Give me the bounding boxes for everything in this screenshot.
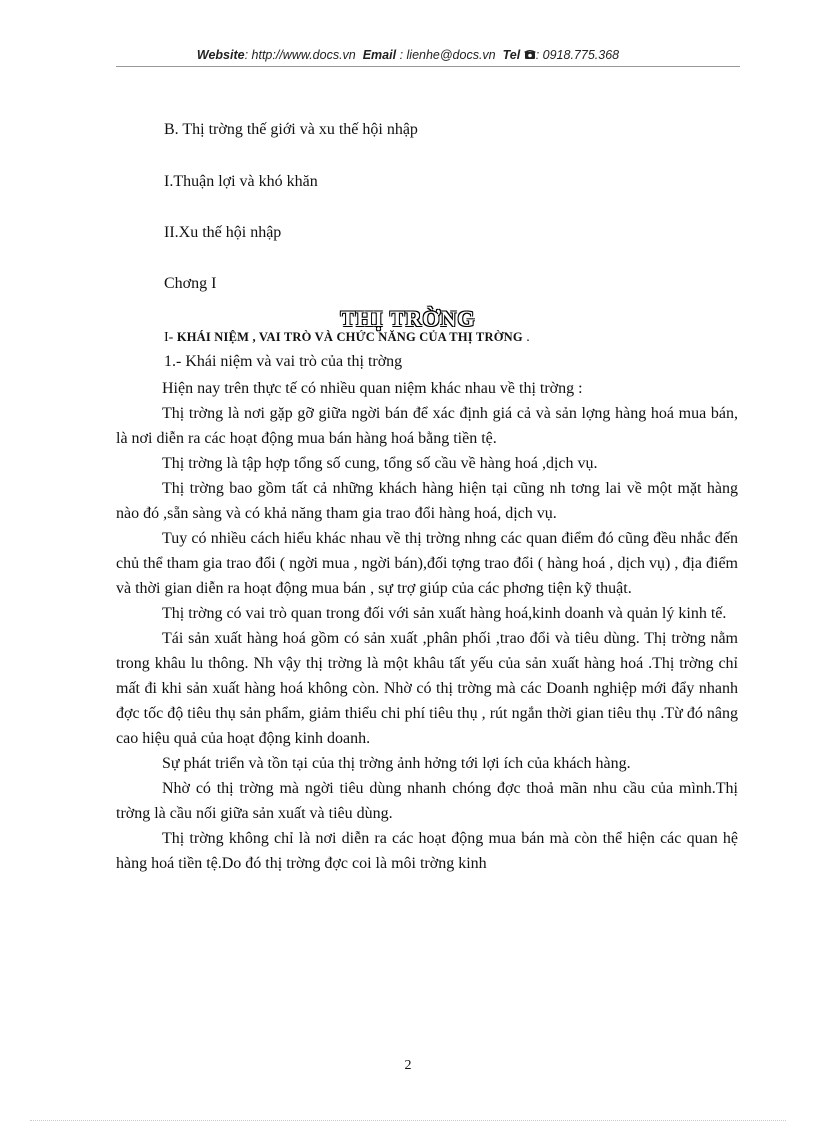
paragraph: Hiện nay trên thực tế có nhiều quan niệm khác nhau về thị trờng : <box>162 380 583 397</box>
email-label: Email <box>362 48 397 62</box>
website-label: Website <box>196 48 245 62</box>
page-header <box>0 48 816 62</box>
toc-item-2: II.Xu thế hội nhập <box>164 224 282 241</box>
paragraph: Sự phát triển và tồn tại của thị trờng ảnh hởng tới lợi ích của khách hàng. <box>162 755 631 772</box>
chapter-title: THỊ TRỜNG <box>340 306 476 331</box>
paragraph: Thị trờng là tập hợp tổng số cung, tổng số cầu về hàng hoá ,dịch vụ. <box>162 455 598 472</box>
section-heading <box>164 330 530 346</box>
paragraph: Nhờ có thị trờng mà ngời tiêu dùng nhanh chóng đợc thoả mãn nhu cầu của mình.Thị trờng là cầu nối giữa sản xuất và tiêu dùng. <box>116 780 738 822</box>
paragraph: Thị trờng có vai trò quan trong đối với sản xuất hàng hoá,kinh doanh và quản lý kinh tế. <box>162 605 727 622</box>
email-value: : lienhe@docs.vn <box>399 48 496 62</box>
section-suffix: . <box>526 330 530 345</box>
footer-divider <box>30 1120 786 1121</box>
paragraph: Thị trờng bao gồm tất cả những khách hàng hiện tại cũng nh tơng lai về một mặt hàng nào đó ,sẵn sàng và có khả năng tham gia trao đổi hàng hoá, dịch vụ. <box>116 480 738 522</box>
section-number: I- <box>164 330 174 345</box>
body-text <box>116 376 738 876</box>
subsection-heading: 1.- Khái niệm và vai trò của thị trờng <box>164 353 403 370</box>
chapter-label: Chơng I <box>164 275 217 292</box>
section-title: KHÁI NIỆM , VAI TRÒ VÀ CHỨC NĂNG CỦA THỊ TRỜNG <box>176 330 523 344</box>
tel-value: : 0918.775.368 <box>535 48 620 62</box>
paragraph: Tái sản xuất hàng hoá gồm có sản xuất ,phân phối ,trao đổi và tiêu dùng. Thị trờng nằm trong khâu lu thông. Nh vậy thị trờng là một khâu tất yếu của sản xuất hàng hoá .Thị trờng chỉ mất đi khi sản xuất hàng hoá không còn. Nhờ có thị trờng mà các Doanh nghiệp mới đẩy nhanh đợc tốc độ tiêu thụ sản phẩm, giảm thiểu chi phí tiêu thụ , rút ngắn thời gian tiêu thụ .Từ đó nâng cao hiệu quả của hoạt động kinh doanh. <box>116 630 738 747</box>
tel-label: Tel <box>502 48 521 62</box>
page-number: 2 <box>404 1058 412 1073</box>
paragraph: Thị trờng là nơi gặp gỡ giữa ngời bán để xác định giá cả và sản lợng hàng hoá mua bán, là nơi diễn ra các hoạt động mua bán hàng hoá bằng tiền tệ. <box>116 405 738 447</box>
website-value: : http://www.docs.vn <box>244 48 356 62</box>
paragraph: Tuy có nhiều cách hiểu khác nhau về thị trờng nhng các quan điểm đó cũng đều nhắc đến chủ thể tham gia trao đổi ( ngời mua , ngời bán),đối tợng trao đổi ( hàng hoá , dịch vụ) , địa điểm và thời gian diễn ra hoạt động mua bán , sự trợ giúp của các phơng tiện kỹ thuật. <box>116 530 738 597</box>
toc-item-b: B. Thị trờng thế giới và xu thế hội nhập <box>164 121 418 138</box>
phone-icon <box>524 49 536 60</box>
header-divider <box>116 66 740 67</box>
toc-item-1: I.Thuận lợi và khó khăn <box>164 173 318 190</box>
paragraph: Thị trờng không chỉ là nơi diễn ra các hoạt động mua bán mà còn thể hiện các quan hệ hàng hoá tiền tệ.Do đó thị trờng đợc coi là môi trờng kinh <box>116 830 738 872</box>
